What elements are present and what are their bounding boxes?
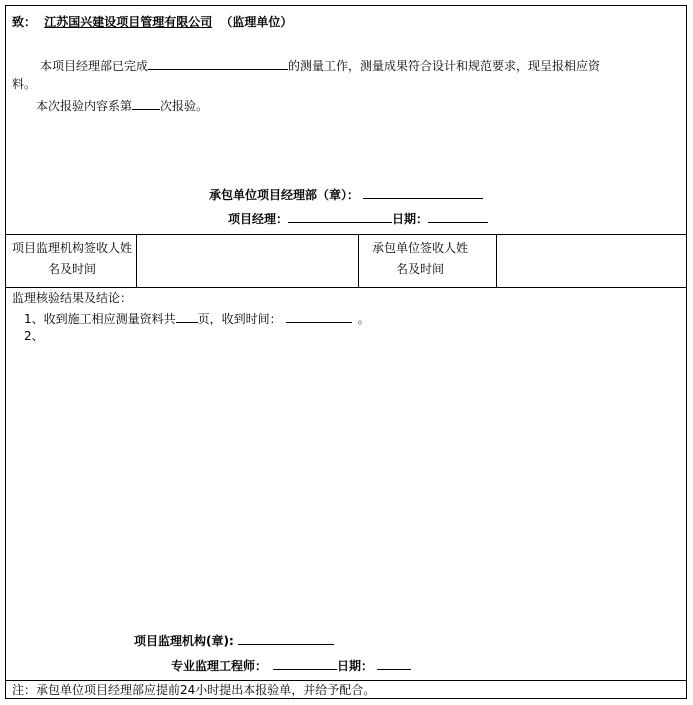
review-date-blank[interactable] <box>377 657 411 670</box>
divider-bottom <box>6 680 686 681</box>
review-item-1 <box>24 310 370 326</box>
review-date-label: 日期： <box>337 659 374 673</box>
engineer-blank[interactable] <box>273 657 337 670</box>
contractor-receipt-label: 承包单位签收人姓名及时间 <box>371 241 468 276</box>
line1-suffix: 的测量工作，测量成果符合设计和规范要求，现呈报相应资 <box>288 59 601 73</box>
cell-divider-1 <box>136 234 137 287</box>
supervising-engineer-line <box>171 657 411 673</box>
addressee-line <box>12 15 292 29</box>
cell-divider-2 <box>358 234 359 287</box>
supervision-receipt-field[interactable] <box>141 239 355 283</box>
contractor-dept-label: 承包单位项目经理部（章）： <box>209 188 360 202</box>
signoff-date-label: 日期： <box>392 212 429 226</box>
inspection-count-line <box>36 97 208 113</box>
item1-end: 。 <box>357 312 370 326</box>
to-suffix: （监理单位） <box>220 15 293 29</box>
item1-prefix: 1、收到施工相应测量资料共 <box>24 312 176 326</box>
line3-suffix: 次报验。 <box>160 99 209 113</box>
receipt-time-blank[interactable] <box>286 310 352 323</box>
contractor-receipt-field[interactable] <box>501 239 681 283</box>
supervision-unit-name: 江苏国兴建设项目管理有限公司 <box>44 15 213 29</box>
footnote: 注：承包单位项目经理部应提前24小时提出本报验单，并给予配合。 <box>12 683 376 697</box>
work-name-blank[interactable] <box>148 57 288 70</box>
cell-divider-3 <box>496 234 497 287</box>
engineer-label: 专业监理工程师： <box>171 659 268 673</box>
project-manager-label: 项目经理： <box>228 212 289 226</box>
supervision-receipt-label: 项目监理机构签收人姓名及时间 <box>11 241 132 276</box>
project-manager-blank[interactable] <box>288 210 392 223</box>
completion-statement-cont: 料。 <box>12 77 37 91</box>
signoff-date-blank[interactable] <box>428 210 488 223</box>
agency-seal-blank[interactable] <box>238 632 334 645</box>
to-label: 致： <box>12 15 37 29</box>
line1-prefix: 本项目经理部已完成 <box>40 59 149 73</box>
agency-label: 项目监理机构(章): <box>134 634 234 648</box>
page-count-blank[interactable] <box>176 310 198 323</box>
divider-top <box>6 234 686 235</box>
item1-mid: 页，收到时间： <box>197 312 282 326</box>
divider-middle <box>6 287 686 288</box>
contractor-dept-seal-line <box>209 186 483 202</box>
supervision-agency-seal-line <box>134 632 334 648</box>
contractor-dept-blank[interactable] <box>363 186 483 199</box>
project-manager-line <box>228 210 488 226</box>
review-title: 监理核验结果及结论： <box>12 291 133 305</box>
inspection-count-blank[interactable] <box>132 97 160 110</box>
line3-prefix: 本次报验内容系第 <box>36 99 133 113</box>
review-item-2: 2、 <box>24 329 44 343</box>
completion-statement <box>40 57 600 73</box>
inspection-form <box>5 5 687 699</box>
